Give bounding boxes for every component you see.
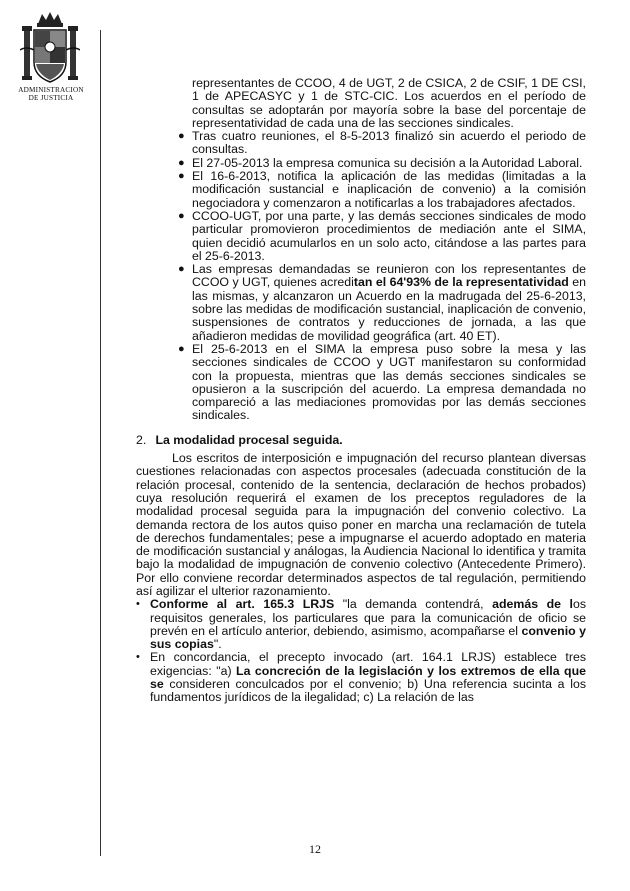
text: "la demanda contendrá, [334,597,493,612]
list-item [136,210,586,263]
bullet-icon: ● [178,342,185,355]
list-item [136,130,586,157]
text: consideren conculcados por el convenio; b) Una referencia sucinta a los fundamentos jurídicos de la ilegalidad; c) La relación de las [150,677,586,705]
list-item [136,343,586,423]
emphasis: además de l [492,597,573,612]
section-title: La modalidad procesal seguida. [155,432,343,447]
list-item [136,598,586,651]
list-item [136,263,586,343]
institution-line-2: DE JUSTICIA [28,94,74,102]
text: os requisitos generales, los particulares que para la comunicación de oficio se prevén en el artículo anterior, debiendo, asimismo, acompañarse el [150,597,587,638]
institution-line-1: ADMINISTRACION [18,86,84,94]
bullet-icon: • [136,651,140,664]
fact-text: El 25-6-2013 en el SIMA la empresa puso sobre la mesa y las secciones sindicales de CCOO y UGT manifestaron su conformidad con la propuesta, mientras que las demás secciones sindicales se opusieron a la suscripción del acuerdo. La empresa demandada no compareció a las mediaciones promovidas por las demás secciones sindicales. [192,341,586,423]
fact-text: Tras cuatro reuniones, el 8-5-2013 finalizó sin acuerdo el periodo de consultas. [192,129,586,157]
fact-text: Las empresas demandadas se reunieron con los representantes de CCOO y UGT, quienes acredi [192,262,586,290]
bullet-icon: ● [178,156,185,169]
list-item [136,170,586,210]
page-number: 12 [309,842,321,856]
margin-rule [100,30,101,856]
text: En concordancia, el precepto invocado (art. 164.1 LRJS) establece tres exigencias: "a) [150,650,586,678]
bullet-icon: ● [178,130,185,143]
fact-text: CCOO-UGT, por una parte, y las demás secciones sindicales de modo particular promovieron procedimientos de mediación ante el SIMA, quien decidió acumularlos en un solo acto, citándose a las partes para el 25-6-2013. [192,208,586,263]
bullet-icon: • [136,598,140,611]
bullet-icon: ● [178,263,185,276]
fact-text: en las mismas, y alcanzaron un Acuerdo en la madrugada del 25-6-2013, sobre las medidas de modificación sustancial, inaplicación de convenio, suspensiones de contratos y reducciones de jornada, a las que añadieron medidas de movilidad geográfica (art. 40 ET). [192,275,587,343]
requirements-list [136,598,586,704]
fact-emphasis: tan el 64'93% de la representatividad [353,275,569,290]
list-item [136,157,586,170]
document-body [136,77,586,705]
emphasis: Conforme al art. 165.3 LRJS [150,597,335,612]
intro-continuation: representantes de CCOO, 4 de UGT, 2 de CSICA, 2 de CSIF, 1 DE CSI, 1 de APECASYC y 1 de STC-CIC. Los acuerdos en el período de consultas se adoptarán por mayoría sobre la base del porcentaje de representatividad de cada una de las secciones sindicales. [192,76,586,130]
emphasis: La concreción de la legislación y los extremos de ella que se [150,663,586,692]
section-paragraph: Los escritos de interposición e impugnación del recurso plantean diversas cuestiones relacionadas con aspectos procesales (adecuada constitución de la relación procesal, contenido de la sentencia, declaración de hechos probados) cuya resolución requerirá el examen de los preceptos reguladores de la modalidad procesal seguida para la impugnación del convenio colectivo. La demanda rectora de los autos quiso poner en marcha una reclamación de tutela de derechos fundamentales; pese a impugnarse el acuerdo adoptado en materia de modificación sustancial y análogas, la Audiencia Nacional lo identifica y tramita bajo la modalidad de impugnación de convenio colectivo (Antecedente Primero). Por ello conviene recordar determinados aspectos de tal regulación, permitiendo así agilizar el ulterior razonamiento. [136,451,586,598]
emphasis: convenio y sus copias [150,623,586,652]
list-item [136,651,586,704]
list-item [136,77,586,130]
bullet-icon: ● [178,170,185,183]
fact-text: El 27-05-2013 la empresa comunica su decisión a la Autoridad Laboral. [192,155,583,170]
coat-of-arms-icon [20,10,80,88]
fact-text: El 16-6-2013, notifica la aplicación de las medidas (limitadas a la modificación sustancial e inaplicación de convenio) a la comisión negociadora y comenzaron a notificarlas a los trabajadores afectados. [192,169,586,210]
section-heading [136,434,586,447]
bullet-icon: ● [178,209,185,222]
section-number: 2. [136,432,147,447]
institution-label [8,86,94,102]
facts-list [136,77,586,423]
text: ". [213,637,222,652]
